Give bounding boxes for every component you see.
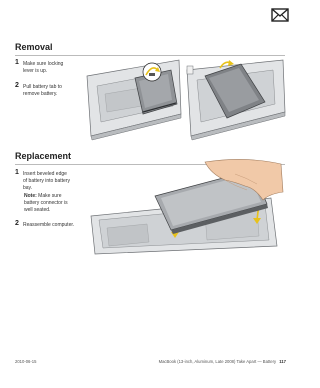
- step-text-line: bay.: [23, 184, 33, 191]
- step-text-line: Insert beveled edge: [23, 171, 67, 177]
- step-number: 2: [15, 82, 19, 89]
- step-number: 1: [15, 169, 19, 176]
- step-text-line: Make sure locking: [23, 61, 64, 67]
- note-text-line: well seated.: [24, 206, 51, 213]
- page-number: 117: [279, 359, 286, 364]
- step-text-line: of battery into battery: [23, 177, 70, 184]
- replacement-note: [24, 193, 68, 213]
- step-text-line: Reassemble computer.: [23, 222, 75, 228]
- note-label: Note:: [24, 193, 37, 199]
- step-text-line: Pull battery tab to: [23, 84, 62, 90]
- note-text-line: Make sure: [36, 193, 62, 199]
- footer-document-title: MacBook (13-inch, Aluminum, Late 2008) Take Apart — Battery: [158, 359, 277, 364]
- step-number: 2: [15, 220, 19, 227]
- replacement-illustration: [85, 158, 285, 256]
- step-number: 1: [15, 59, 19, 66]
- footer-document-info: [159, 359, 286, 364]
- envelope-icon[interactable]: [271, 8, 289, 22]
- replacement-heading: Replacement: [15, 151, 72, 161]
- removal-illustration: [83, 56, 288, 144]
- locking-lever-callout: [143, 63, 161, 81]
- removal-heading: Removal: [15, 42, 53, 52]
- step-text-line: lever is up.: [23, 67, 48, 74]
- step-text-line: remove battery.: [23, 90, 58, 97]
- note-text-line: battery connector is: [24, 199, 68, 206]
- footer-date: 2010-06-15: [15, 359, 37, 364]
